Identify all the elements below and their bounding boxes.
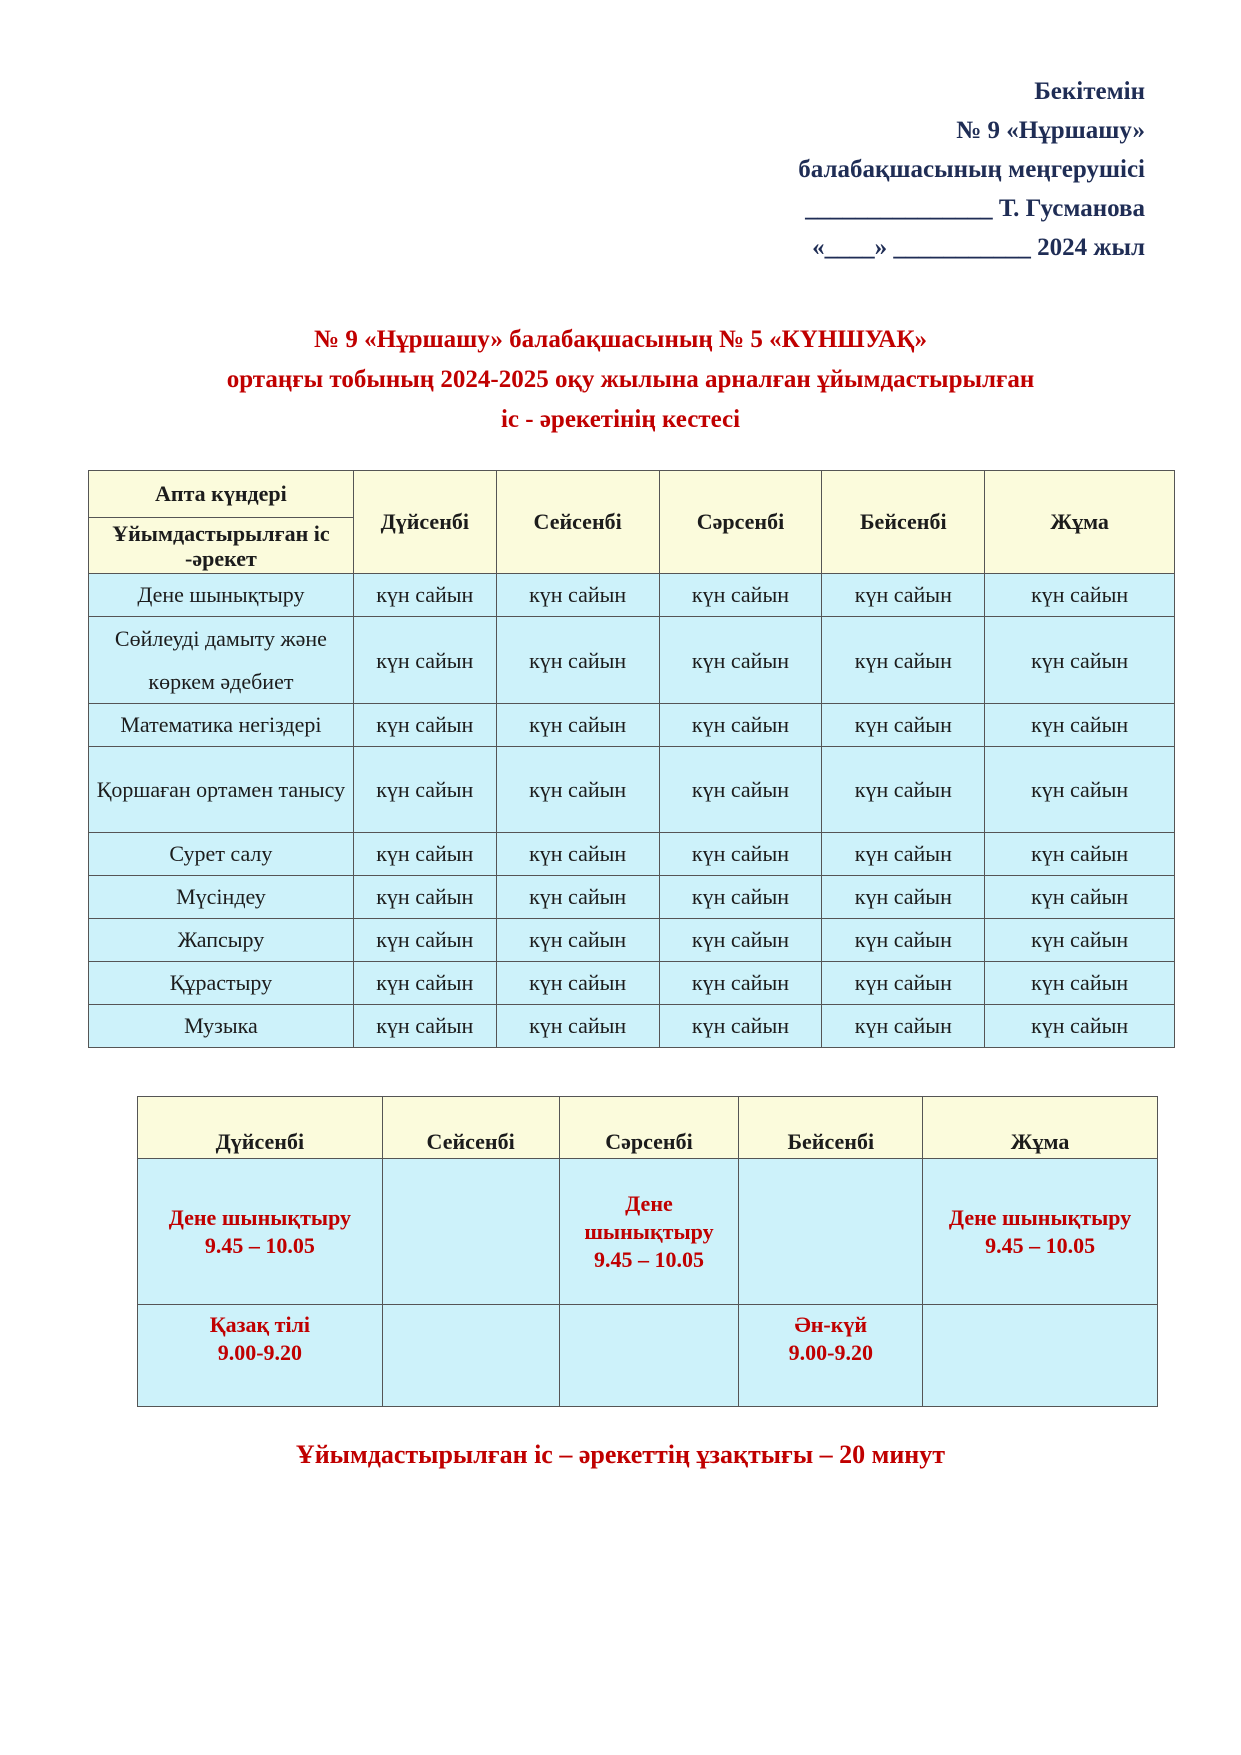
frequency-cell: күн сайын bbox=[353, 919, 496, 962]
schedule-cell bbox=[923, 1159, 1158, 1305]
schedule-cell bbox=[382, 1305, 559, 1407]
activity-name: Дене шынықтыру bbox=[89, 574, 354, 617]
schedule-row bbox=[138, 1305, 1158, 1407]
frequency-cell: күн сайын bbox=[985, 876, 1175, 919]
approval-block bbox=[798, 72, 1145, 267]
day-header: Сәрсенбі bbox=[659, 471, 822, 574]
frequency-cell: күн сайын bbox=[353, 617, 496, 704]
schedule-cell bbox=[739, 1159, 923, 1305]
schedule-activity: Қазақ тілі bbox=[209, 1312, 311, 1337]
frequency-cell: күн сайын bbox=[659, 833, 822, 876]
schedule-cell bbox=[559, 1305, 739, 1407]
frequency-cell: күн сайын bbox=[822, 1005, 985, 1048]
frequency-cell: күн сайын bbox=[659, 1005, 822, 1048]
schedule-time: 9.45 – 10.05 bbox=[985, 1232, 1096, 1258]
frequency-cell: күн сайын bbox=[496, 704, 659, 747]
activity-row bbox=[89, 1005, 1175, 1048]
schedule-activity: Дене шынықтыру bbox=[948, 1204, 1132, 1230]
approval-signature-line: _______________ Т. Гусманова bbox=[805, 195, 1145, 222]
approval-date-line: «____» ___________ 2024 жыл bbox=[812, 234, 1145, 261]
corner-header-activity bbox=[89, 518, 354, 574]
frequency-cell: күн сайын bbox=[659, 919, 822, 962]
corner-header-days: Апта күндері bbox=[89, 471, 354, 518]
schedule-time: 9.45 – 10.05 bbox=[204, 1232, 315, 1258]
frequency-cell: күн сайын bbox=[822, 747, 985, 833]
activity-name: Мүсіндеу bbox=[89, 876, 354, 919]
approval-line-2: № 9 «Нұршашу» bbox=[956, 117, 1145, 144]
frequency-cell: күн сайын bbox=[496, 1005, 659, 1048]
frequency-cell: күн сайын bbox=[659, 962, 822, 1005]
activity-row bbox=[89, 962, 1175, 1005]
frequency-cell: күн сайын bbox=[985, 704, 1175, 747]
title-line-2: ортаңғы тобының 2024-2025 оқу жылына арналған ұйымдастырылған bbox=[226, 366, 1035, 393]
approval-line-1: Бекітемін bbox=[1034, 78, 1145, 105]
frequency-cell: күн сайын bbox=[822, 574, 985, 617]
frequency-cell: күн сайын bbox=[822, 617, 985, 704]
schedule-row bbox=[138, 1159, 1158, 1305]
schedule-day-header: Сейсенбі bbox=[382, 1097, 559, 1159]
title-line-3: іс - әрекетінің кестесі bbox=[500, 406, 741, 433]
activity-name: Сурет салу bbox=[89, 833, 354, 876]
frequency-cell: күн сайын bbox=[496, 833, 659, 876]
frequency-cell: күн сайын bbox=[496, 747, 659, 833]
activity-name: Құрастыру bbox=[89, 962, 354, 1005]
activity-name: Музыка bbox=[89, 1005, 354, 1048]
schedule-day-header: Жұма bbox=[923, 1097, 1158, 1159]
day-header: Дүйсенбі bbox=[353, 471, 496, 574]
activity-name: Қоршаған ортамен танысу bbox=[89, 747, 354, 833]
frequency-cell: күн сайын bbox=[353, 833, 496, 876]
activity-frequency-table bbox=[88, 470, 1175, 1048]
frequency-cell: күн сайын bbox=[822, 919, 985, 962]
frequency-cell: күн сайын bbox=[353, 876, 496, 919]
frequency-cell: күн сайын bbox=[822, 962, 985, 1005]
duration-note: Ұйымдастырылған іс – әрекеттің ұзақтығы – 20 минут bbox=[295, 1440, 946, 1469]
schedule-cell bbox=[559, 1159, 739, 1305]
activity-row bbox=[89, 747, 1175, 833]
schedule-cell bbox=[739, 1305, 923, 1407]
frequency-cell: күн сайын bbox=[496, 876, 659, 919]
schedule-time: 9.00-9.20 bbox=[788, 1340, 873, 1365]
schedule-cell bbox=[138, 1305, 383, 1407]
activity-row bbox=[89, 617, 1175, 704]
frequency-cell: күн сайын bbox=[353, 1005, 496, 1048]
frequency-cell: күн сайын bbox=[496, 617, 659, 704]
schedule-cell bbox=[382, 1159, 559, 1305]
frequency-cell: күн сайын bbox=[985, 747, 1175, 833]
frequency-cell: күн сайын bbox=[496, 919, 659, 962]
day-header: Сейсенбі bbox=[496, 471, 659, 574]
frequency-cell: күн сайын bbox=[985, 833, 1175, 876]
frequency-cell: күн сайын bbox=[985, 617, 1175, 704]
frequency-cell: күн сайын bbox=[985, 574, 1175, 617]
frequency-cell: күн сайын bbox=[985, 962, 1175, 1005]
frequency-cell: күн сайын bbox=[659, 704, 822, 747]
weekly-schedule-table bbox=[137, 1096, 1158, 1407]
activity-row bbox=[89, 574, 1175, 617]
schedule-time: 9.45 – 10.05 bbox=[593, 1246, 704, 1272]
activity-row bbox=[89, 833, 1175, 876]
schedule-activity: Ән-күй bbox=[794, 1312, 868, 1337]
activity-row bbox=[89, 876, 1175, 919]
activity-name: Жапсыру bbox=[89, 919, 354, 962]
frequency-cell: күн сайын bbox=[353, 962, 496, 1005]
activity-name: Сөйлеуді дамыту және көркем әдебиет bbox=[89, 617, 354, 704]
corner-header-activity-label: Ұйымдастырылған іс -әрекет bbox=[112, 520, 330, 571]
schedule-activity: Дене шынықтыру bbox=[584, 1190, 714, 1244]
activity-name: Математика негіздері bbox=[89, 704, 354, 747]
day-header: Жұма bbox=[985, 471, 1175, 574]
frequency-cell: күн сайын bbox=[659, 876, 822, 919]
title-line-1: № 9 «Нұршашу» балабақшасының № 5 «КҮНШУАҚ» bbox=[314, 326, 927, 353]
schedule-activity: Дене шынықтыру bbox=[168, 1204, 352, 1230]
frequency-cell: күн сайын bbox=[353, 747, 496, 833]
activity-row bbox=[89, 919, 1175, 962]
schedule-cell bbox=[138, 1159, 383, 1305]
approval-line-3: балабақшасының меңгерушісі bbox=[798, 156, 1145, 183]
frequency-cell: күн сайын bbox=[822, 833, 985, 876]
schedule-day-header: Дүйсенбі bbox=[138, 1097, 383, 1159]
frequency-cell: күн сайын bbox=[496, 962, 659, 1005]
frequency-cell: күн сайын bbox=[353, 574, 496, 617]
frequency-cell: күн сайын bbox=[822, 704, 985, 747]
frequency-cell: күн сайын bbox=[822, 876, 985, 919]
document-title bbox=[0, 320, 1241, 440]
frequency-cell: күн сайын bbox=[659, 617, 822, 704]
schedule-time: 9.00-9.20 bbox=[217, 1340, 303, 1365]
frequency-cell: күн сайын bbox=[659, 747, 822, 833]
frequency-cell: күн сайын bbox=[496, 574, 659, 617]
frequency-cell: күн сайын bbox=[985, 1005, 1175, 1048]
schedule-day-header: Сәрсенбі bbox=[559, 1097, 739, 1159]
frequency-cell: күн сайын bbox=[353, 704, 496, 747]
schedule-cell bbox=[923, 1305, 1158, 1407]
frequency-cell: күн сайын bbox=[985, 919, 1175, 962]
day-header: Бейсенбі bbox=[822, 471, 985, 574]
schedule-day-header: Бейсенбі bbox=[739, 1097, 923, 1159]
frequency-cell: күн сайын bbox=[659, 574, 822, 617]
activity-row bbox=[89, 704, 1175, 747]
